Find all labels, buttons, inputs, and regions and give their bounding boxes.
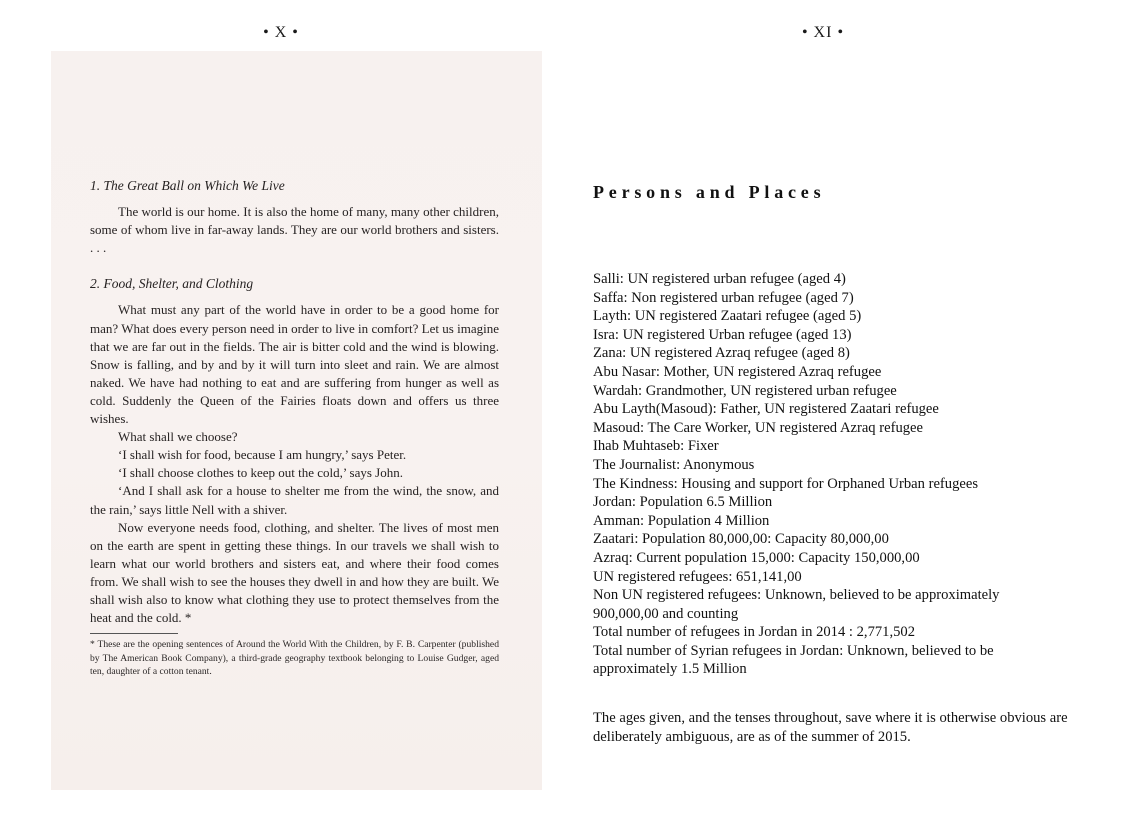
list-item: Zana: UN registered Azraq refugee (aged 8) xyxy=(593,345,850,362)
paragraph: What must any part of the world have in order to be a good home for man? What does every person need in order to live in comfort? Let us imagine that we are far out in the fields. The air is bitter cold and the wind is blowing. Snow is falling, and by and by it will turn into sleet and rain. We are almost naked. We have had nothing to eat and are suffering from hunger as well as cold. Suddenly the Queen of the Fairies floats down and offers us three wishes. xyxy=(90,302,499,427)
paragraph: ‘I shall choose clothes to keep out the cold,’ says John. xyxy=(118,465,403,481)
list-item: Zaatari: Population 80,000,00: Capacity 80,000,00 xyxy=(593,531,889,548)
list-item: The Journalist: Anonymous xyxy=(593,456,755,473)
section-heading: 2. Food, Shelter, and Clothing xyxy=(90,276,254,292)
scanned-text-block xyxy=(90,177,499,679)
list-item: Saffa: Non registered urban refugee (aged 7) xyxy=(593,289,854,306)
section-heading: 1. The Great Ball on Which We Live xyxy=(90,178,285,193)
list-item: The Kindness: Housing and support for Orphaned Urban refugees xyxy=(593,475,979,492)
persons-and-places xyxy=(593,180,1093,746)
list-item: Total number of Syrian refugees in Jordan: Unknown, believed to be approximately 1.5 Million xyxy=(593,642,994,678)
list-item: Isra: UN registered Urban refugee (aged 13) xyxy=(593,326,852,343)
right-page-number: • XI • xyxy=(801,24,845,41)
left-page-number: • X • xyxy=(263,24,299,41)
list-item: Layth: UN registered Zaatari refugee (aged 5) xyxy=(593,308,862,325)
list-item: Jordan: Population 6.5 Million xyxy=(593,494,773,511)
paragraph: ‘And I shall ask for a house to shelter me from the wind, the snow, and the rain,’ says little Nell with a shiver. xyxy=(90,483,499,517)
list-item: UN registered refugees: 651,141,00 xyxy=(593,568,802,585)
list-item: Total number of refugees in Jordan in 2014 : 2,771,502 xyxy=(593,624,916,641)
footnote: * These are the opening sentences of Around the World With the Children, by F. B. Carpenter (published by The American Book Company), a third-grade geography textbook belonging to Louise Gudger, aged ten, daughter of a cotton tenant. xyxy=(90,639,499,678)
paragraph: Now everyone needs food, clothing, and shelter. The lives of most men on the earth are spent in getting these things. In our travels we shall wish to learn what our world brothers and sisters eat, and where their food comes from. We shall wish to see the houses they dwell in and how they are built. We shall wish also to know what clothing they use to protect themselves from the heat and the cold. * xyxy=(90,519,500,626)
closing-note: The ages given, and the tenses throughout, save where it is otherwise obvious are deliberately ambiguous, are as of the summer of 2015. xyxy=(593,710,1068,745)
list-item: Salli: UN registered urban refugee (aged 4) xyxy=(593,271,846,287)
list-item: Ihab Muhtaseb: Fixer xyxy=(593,438,719,455)
footnote-divider xyxy=(90,633,178,634)
page-title: Persons and Places xyxy=(593,182,826,202)
scanned-page xyxy=(51,51,542,790)
list-item: Wardah: Grandmother, UN registered urban refugee xyxy=(593,382,897,399)
list-item: Abu Nasar: Mother, UN registered Azraq refugee xyxy=(593,363,882,380)
list-item: Amman: Population 4 Million xyxy=(593,512,770,529)
list-item: Non UN registered refugees: Unknown, believed to be approximately 900,000,00 and counting xyxy=(593,587,1000,622)
paragraph: ‘I shall wish for food, because I am hungry,’ says Peter. xyxy=(118,447,407,463)
paragraph: What shall we choose? xyxy=(118,429,238,445)
entries-list xyxy=(593,270,1093,679)
list-item: Masoud: The Care Worker, UN registered Azraq refugee xyxy=(593,419,923,436)
list-item: Azraq: Current population 15,000: Capacity 150,000,00 xyxy=(593,549,920,566)
paragraph: The world is our home. It is also the home of many, many other children, some of whom live in far-away lands. They are our world brothers and sisters. . . . xyxy=(90,204,499,256)
list-item: Abu Layth(Masoud): Father, UN registered Zaatari refugee xyxy=(593,401,939,418)
